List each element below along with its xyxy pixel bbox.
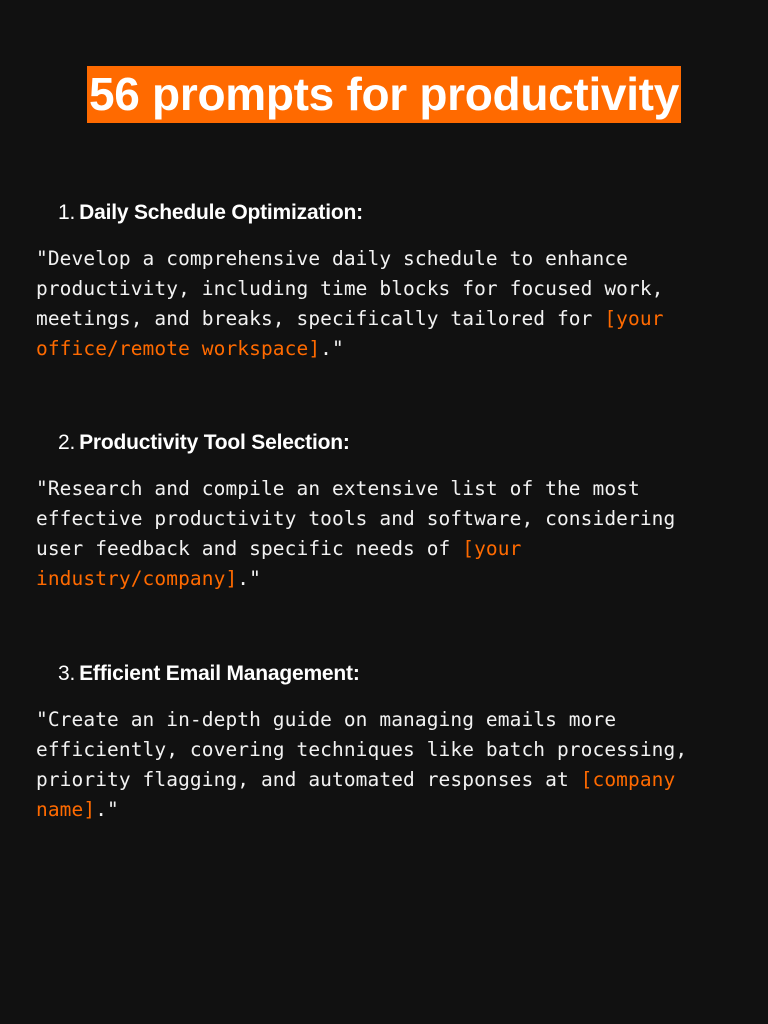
- prompt-number: 3.: [58, 662, 76, 685]
- prompt-line: efficiently, covering techniques like batch processing,: [36, 738, 688, 761]
- prompt-heading: [58, 199, 736, 227]
- prompt-title: Efficient Email Management:: [79, 662, 360, 685]
- prompt-line: office/remote workspace].": [36, 337, 344, 360]
- prompt-item: [36, 660, 736, 825]
- placeholder-text: industry/company]: [36, 567, 238, 590]
- placeholder-text: [company: [580, 768, 676, 791]
- prompt-line: "Develop a comprehensive daily schedule to enhance: [36, 247, 628, 270]
- prompt-heading: [58, 660, 736, 688]
- placeholder-text: name]: [36, 798, 96, 821]
- prompt-heading: [58, 429, 736, 457]
- title-container: [0, 66, 768, 123]
- prompt-line: "Create an in-depth guide on managing emails more: [36, 708, 617, 731]
- prompt-line: user feedback and specific needs of [your: [36, 537, 522, 560]
- prompt-line: "Research and compile an extensive list of the most: [36, 477, 640, 500]
- placeholder-text: office/remote workspace]: [36, 337, 321, 360]
- prompt-number: 1.: [58, 201, 76, 224]
- prompt-text: [36, 474, 736, 594]
- prompt-line: name].": [36, 798, 119, 821]
- prompt-line: meetings, and breaks, specifically tailored for [your: [36, 307, 664, 330]
- placeholder-text: [your: [604, 307, 664, 330]
- prompt-line: productivity, including time blocks for focused work,: [36, 277, 664, 300]
- prompt-title: Productivity Tool Selection:: [79, 431, 350, 454]
- placeholder-text: [your: [462, 537, 522, 560]
- prompt-line: industry/company].": [36, 567, 261, 590]
- prompt-text: [36, 705, 736, 825]
- prompt-line: effective productivity tools and software, considering: [36, 507, 676, 530]
- prompt-item: [36, 199, 736, 364]
- prompt-item: [36, 429, 736, 594]
- page-title: 56 prompts for productivity: [87, 66, 681, 123]
- prompt-text: [36, 244, 736, 364]
- prompt-number: 2.: [58, 431, 76, 454]
- prompt-title: Daily Schedule Optimization:: [79, 201, 363, 224]
- prompt-line: priority flagging, and automated responses at [company: [36, 768, 676, 791]
